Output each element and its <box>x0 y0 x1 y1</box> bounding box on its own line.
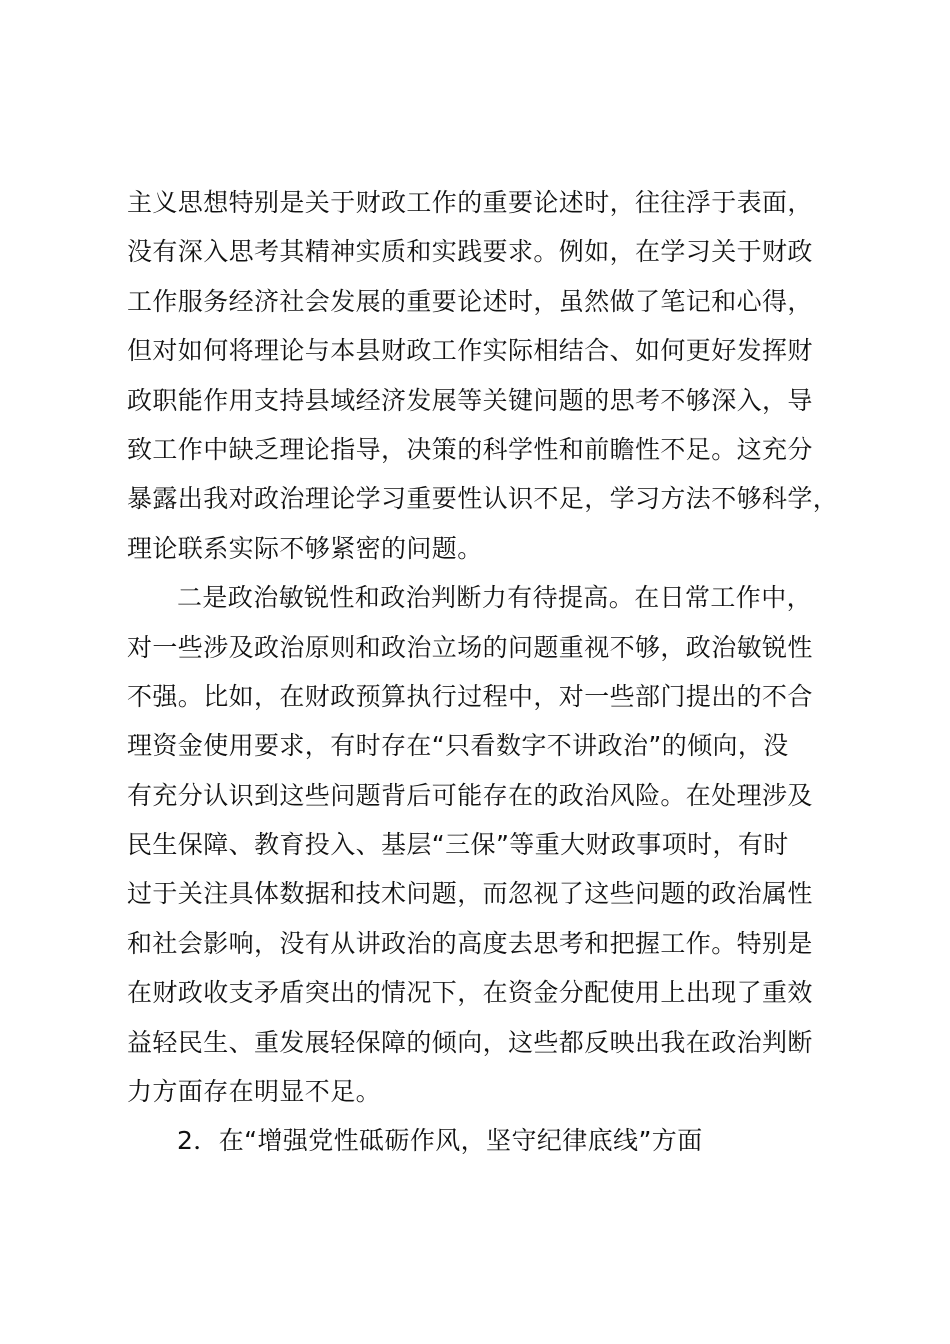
text-line: 理论联系实际不够紧密的问题。 <box>127 533 483 563</box>
text-line: 在财政收支矛盾突出的情况下，在资金分配使用上出现了重效 <box>127 978 813 1008</box>
text-line: 过于关注具体数据和技术问题，而忽视了这些问题的政治属性 <box>127 879 813 909</box>
paragraph <box>127 178 847 573</box>
text-line: 但对如何将理论与本县财政工作实际相结合、如何更好发挥财 <box>127 336 813 366</box>
text-line: 暴露出我对政治理论学习重要性认识不足，学习方法不够科学， <box>127 484 839 514</box>
text-line: 民生保障、教育投入、基层“三保”等重大财政事项时，有时 <box>127 830 789 860</box>
text-line: 致工作中缺乏理论指导，决策的科学性和前瞻性不足。这充分 <box>127 434 813 464</box>
text-line: 对一些涉及政治原则和政治立场的问题重视不够，政治敏锐性 <box>127 632 813 662</box>
text-line: 没有深入思考其精神实质和实践要求。例如，在学习关于财政 <box>127 237 813 267</box>
text-line: 2．在“增强党性砥砺作风，坚守纪律底线”方面 <box>177 1126 703 1156</box>
text-line: 不强。比如，在财政预算执行过程中，对一些部门提出的不合 <box>127 681 813 711</box>
text-line: 和社会影响，没有从讲政治的高度去思考和把握工作。特别是 <box>127 928 813 958</box>
text-line: 主义思想特别是关于财政工作的重要论述时，往往浮于表面， <box>127 188 813 217</box>
paragraph <box>127 1116 847 1165</box>
text-line: 有充分认识到这些问题背后可能存在的政治风险。在处理涉及 <box>127 780 813 810</box>
text-line: 二是政治敏锐性和政治判断力有待提高。在日常工作中， <box>177 583 813 613</box>
document-body <box>127 178 847 1166</box>
text-line: 工作服务经济社会发展的重要论述时，虽然做了笔记和心得， <box>127 286 813 316</box>
paragraph <box>127 573 847 1116</box>
text-line: 益轻民生、重发展轻保障的倾向，这些都反映出我在政治判断 <box>127 1027 813 1057</box>
text-line: 政职能作用支持县域经济发展等关键问题的思考不够深入，导 <box>127 385 813 415</box>
text-line: 理资金使用要求，有时存在“只看数字不讲政治”的倾向，没 <box>127 731 789 761</box>
text-line: 力方面存在明显不足。 <box>127 1077 382 1107</box>
